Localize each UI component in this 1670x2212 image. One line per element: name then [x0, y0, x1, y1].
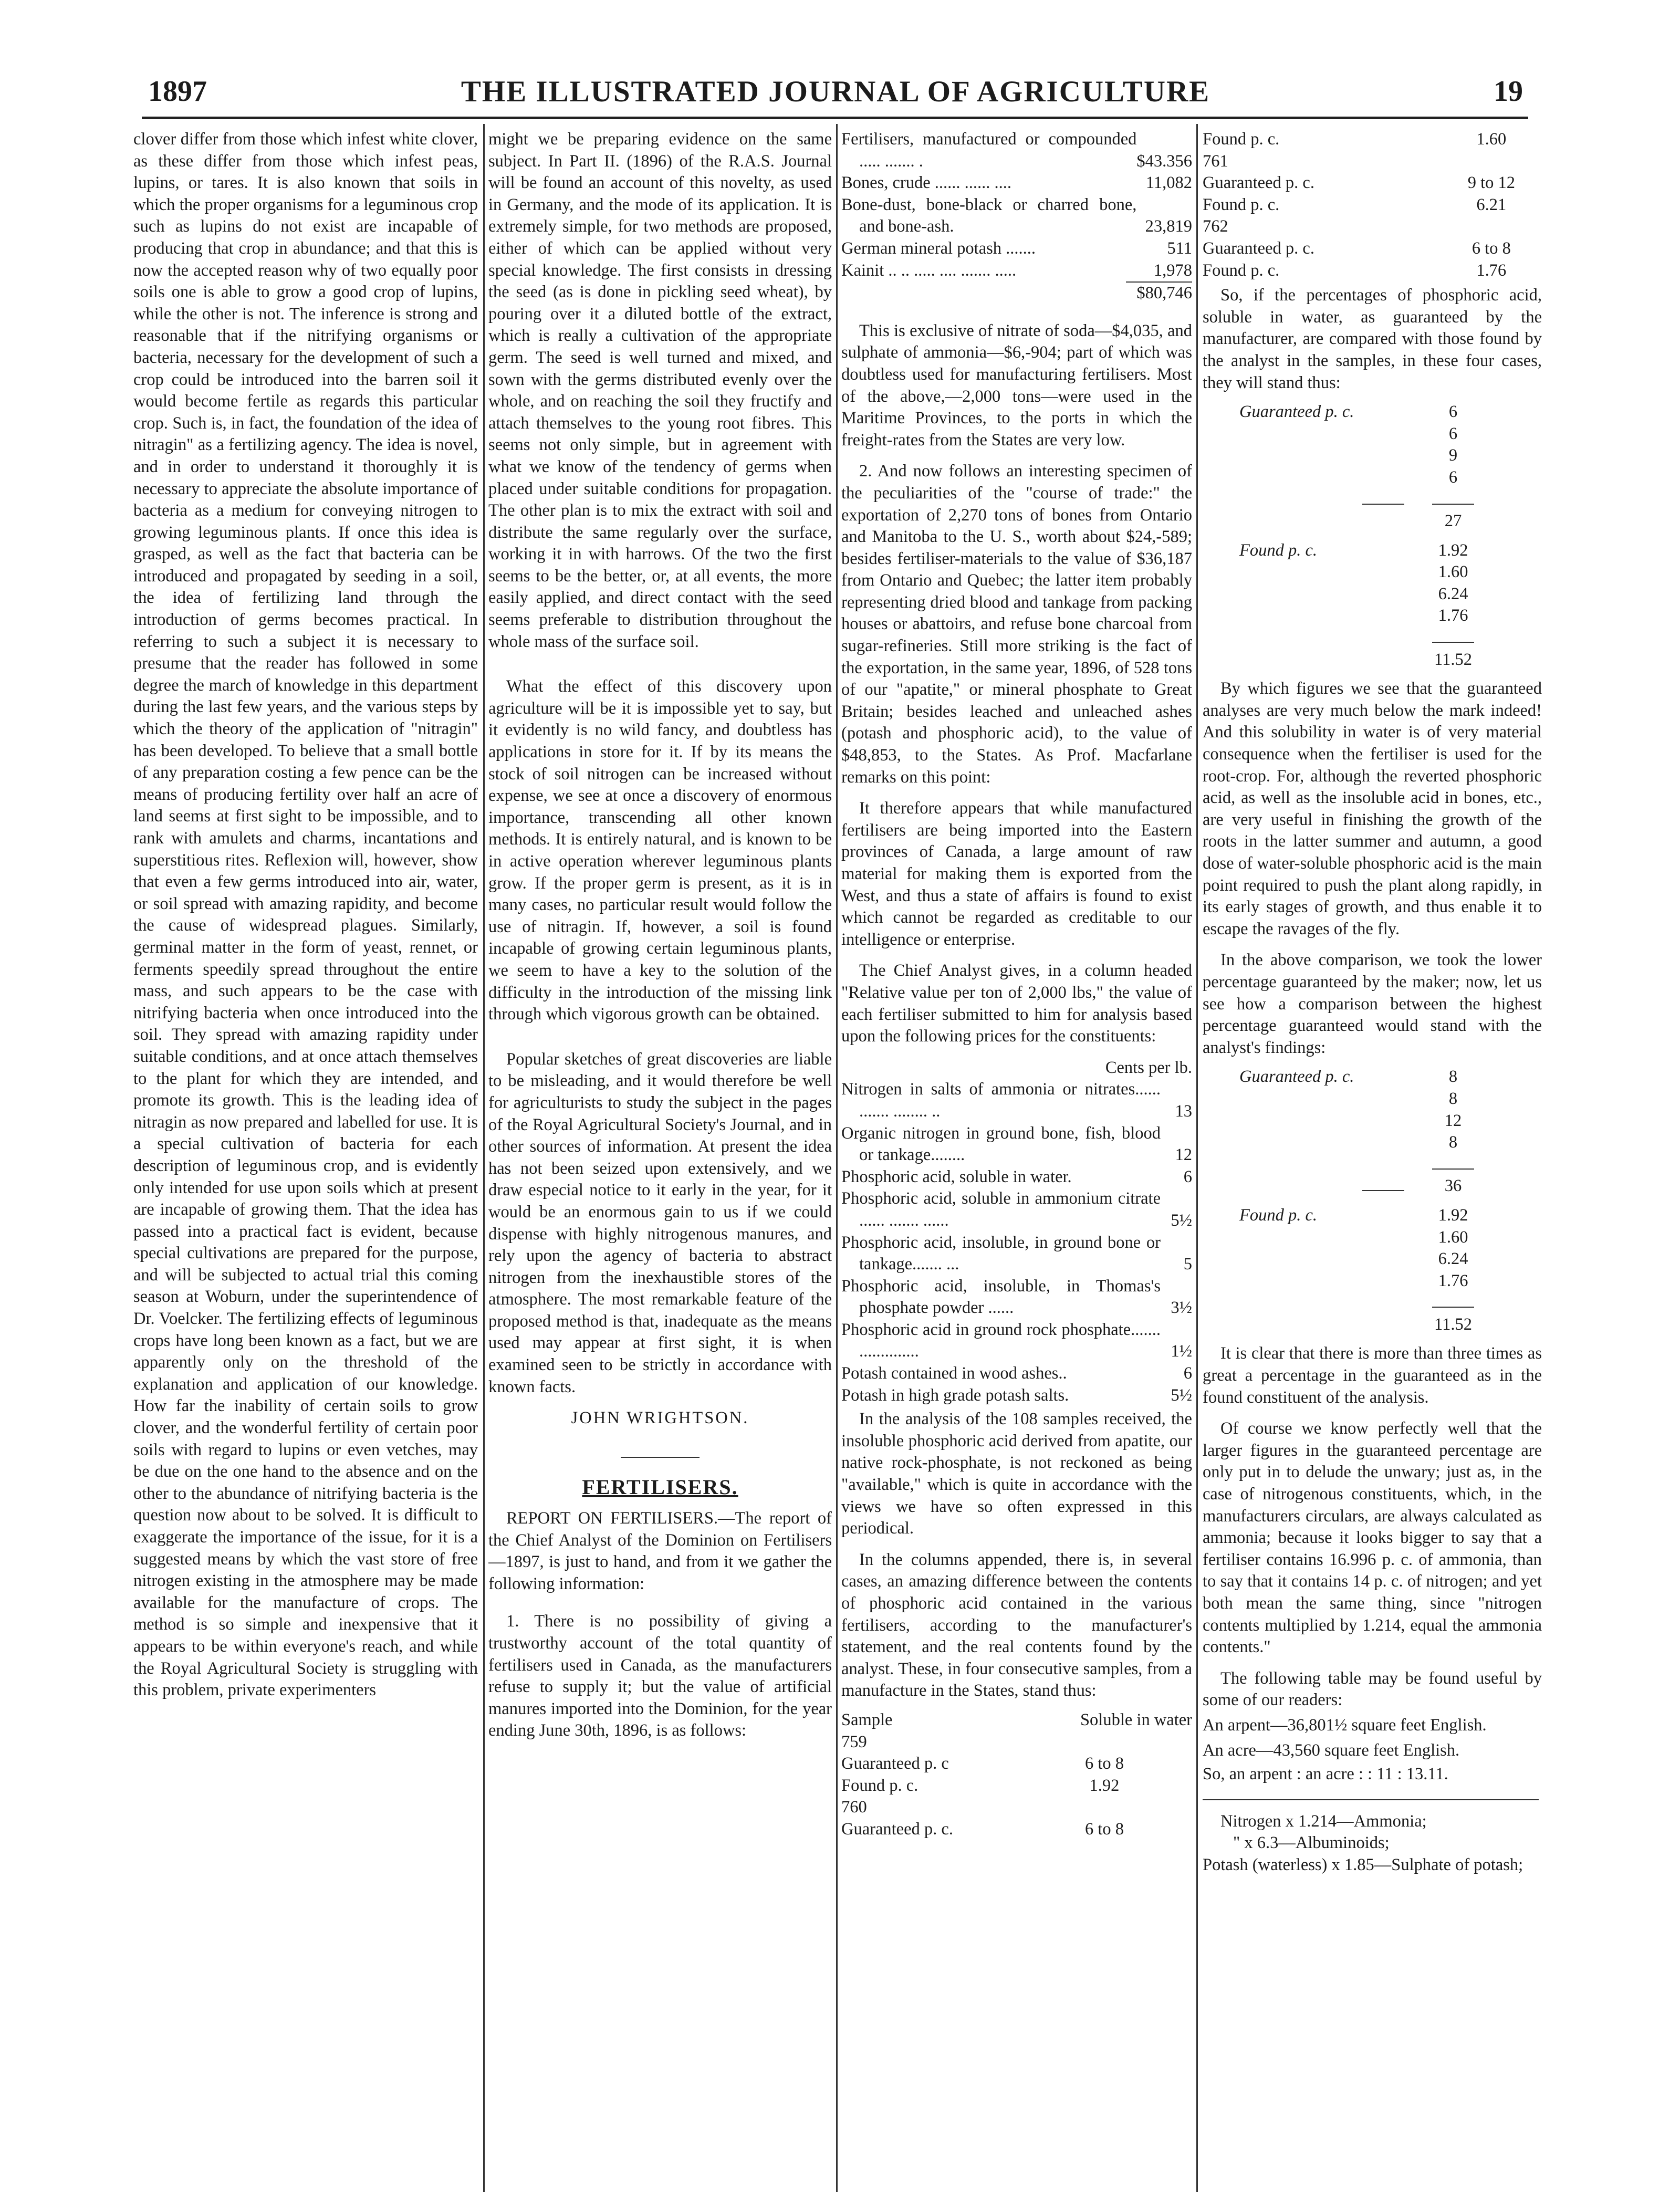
column-2 [488, 129, 832, 2187]
table-cell: $43.356 [1136, 151, 1192, 171]
article-paragraph: In the above comparison, we took the lower percentage guaranteed by the maker; now, let us see how a comparison between the highest percentage guaranteed would stand with the analyst's findings: [1203, 951, 1542, 1057]
total-value: $80,746 [1126, 281, 1192, 305]
table-row [841, 260, 1192, 282]
table-row [841, 1797, 1192, 1819]
article-paragraph: It therefore appears that while manufactured fertilisers are being imported into the Eastern provinces of Canada, a large amount of raw material for making them is exported from the West, and thus a state of affairs is found to exist which cannot be regarded as creditable to our intelligence or enterprise. [841, 799, 1192, 949]
page-number: 19 [1494, 75, 1523, 108]
table-cell: 1.92 [1089, 1776, 1120, 1795]
table-row [1203, 216, 1542, 238]
table-cell [1441, 151, 1542, 173]
table-row [1239, 533, 1486, 562]
column-rule [1196, 124, 1198, 2192]
table-cell [1017, 1731, 1192, 1754]
table-total: 11.52 [1434, 650, 1472, 669]
table-cell: German mineral potash ....... [841, 238, 1036, 258]
table-cell: Guaranteed p. c. [1203, 238, 1314, 258]
table-cell: 6 [1183, 1364, 1192, 1383]
article-paragraph: The Chief Analyst gives, in a column headed "Relative value per ton of 2,000 lbs," the value of each fertiliser submitted to him for analysis based upon the following prices for the constituents: [841, 961, 1192, 1046]
table-cell: 759 [841, 1732, 867, 1751]
table-row [841, 238, 1192, 260]
article-paragraph: Popular sketches of great discoveries are liable to be misleading, and it would therefore be well for agriculturists to study the subject in the pages of the Royal Agricultural Society's Journal, and in other sources of information. At present the idea has not been seized upon extensively, and we draw especial notice to it early in the year, for it would be an enormous gain to us if we could dispense with highly nitrogenous manures, and rely upon the agency of bacteria to abstract nitrogen from the inexhaustible stores of the atmosphere. The most remarkable feature of the proposed method is that, inadequate as the means used may appear at first sight, it is when examined seen to be strictly in accordance with known facts. [488, 1049, 832, 1396]
table-label: Guaranteed p. c. [1239, 1067, 1354, 1087]
table-cell: Organic nitrogen in ground bone, fish, blood or tankage........ [841, 1123, 1161, 1165]
table-cell: 12 [1444, 1111, 1462, 1130]
table-cell [1017, 1797, 1192, 1819]
table-cell: 1.76 [1438, 606, 1468, 625]
article-paragraph: 2. And now follows an interesting specimen of the peculiarities of the "course of trade:" the exportation of 2,270 tons of bones from Ontario and Manitoba to the U. S., worth about $24,-589; besides fertiliser-materials to the value of $36,187 from Ontario and Quebec; the latter item probably representing dried blood and tankage from packing houses or abattoirs, and refuse bone charcoal from sugar-refineries. Still more striking is the fact of the exportation, in the same year, 1896, of 528 tons of our "apatite," or mineral phosphate to Great Britain; besides leached and unleached ashes (potash and phosphoric acid), to the value of $48,853, to the States. As Prof. Macfarlane remarks on this point: [841, 462, 1192, 787]
divider [1203, 1799, 1539, 1800]
table-cell: 760 [841, 1798, 867, 1817]
table-cell: Phosphoric acid, soluble in water. [841, 1167, 1072, 1186]
table-total: 11.52 [1434, 1314, 1472, 1334]
table-cell: 1.60 [1438, 562, 1468, 582]
table-row [1239, 467, 1486, 489]
table-row [841, 1319, 1192, 1363]
table-cell: 1.92 [1438, 540, 1468, 560]
table-row [841, 1385, 1192, 1407]
table-cell: Bone-dust, bone-black or charred bone, and bone-ash. [841, 195, 1137, 236]
table-label: Found p. c. [1239, 540, 1318, 560]
table-cell: Found p. c. [1203, 130, 1280, 149]
table-cell: Bones, crude ...... ...... .... [841, 173, 1012, 193]
table-row [1203, 151, 1542, 173]
comparison-table-higher [1239, 1066, 1486, 1335]
table-cell: 6 to 8 [1471, 238, 1511, 258]
table-row [1239, 1314, 1486, 1336]
table-total: 27 [1444, 512, 1462, 531]
table-cell: 1.76 [1476, 260, 1507, 280]
article-paragraph: clover differ from those which infest white clover, as these differ from those which infest peas, lupins, or tares. It is also known that soils in which the proper organisms for a leguminous crop such as lupins do not exist are incapable of producing that crop in abundance; and that this is now the accepted reason why of two equally poor soils one is able to grow a good crop of lupins, while the other is not. The inference is strong and reasonable that if the nitrifying organisms or bacteria, necessary for the development of such a crop could be introduced into the barren soil it would become fertile as regards this particular crop. Such is, in fact, the foundation of the idea of nitragin" as a fertilizing agency. The idea is novel, and in order to understand it thoroughly it is necessary to appreciate the absolute importance of bacteria as a medium for conveying nitrogen to growing leguminous plants. If once this idea is grasped, as well as the fact that bacteria can be introduced and propagated by seeding in a soil, the idea of fertilizing land through the introduction of germs becomes practical. In referring to such a subject it is necessary to presume that the reader has followed in some degree the march of knowledge in this department during the last few years, and the various steps by which the theory of the application of "nitragin" has been developed. To believe that a small bottle of any preparation costing a few pence can be the means of producing fertility over half an acre of land seems at first sight to be impossible, and to rank with amulets and charms, incantations and superstitious rites. Reflexion will, however, show that even a few germs introduced into air, water, or soil spread with amazing rapidity, and become the cause of widespread plagues. Similarly, germinal matter in the form of yeast, rennet, or ferments speedily spread throughout the entire mass, and such appears to be the case with nitrifying bacteria when once introduced into the soil. They spread with amazing rapidity under suitable conditions, and at once attach themselves to the plant for which they are intended, and promote its growth. This is the leading idea of nitragin as now prepared and labelled for use. It is a special cultivation of bacteria for each description of leguminous crop, and is evidently only intended for use upon soils which at present are incapable of growing them. That the idea has passed into a practical fact is evident, because special cultivations are prepared for the purpose, and will be subjected to actual trial this coming season at Woburn, under the superintendence of Dr. Voelcker. The fertilizing effects of leguminous crops have long been known as a fact, but we are apparently only on the threshold of the explanation and application of our knowledge. How far the inability of certain soils to grow clover, and the wonderful fertility of certain poor soils with regard to lupins or even vetches, may be due on the one hand to the absence and on the other to the abundance of nitrifying bacteria is the question now about to be solved. It is difficult to exaggerate the importance of the issue, for it is a suggested means by which the vast store of free nitrogen existing in the atmosphere may be made available for the manufacture of crops. The method is so simple and inexpensive that it appears to be within everyone's reach, and while the Royal Agricultural Society is struggling with this problem, private experimenters [133, 130, 478, 1700]
table-row [841, 1188, 1192, 1232]
column-4 [1203, 129, 1542, 2187]
table-row [1239, 1197, 1486, 1227]
table-cell: Phosphoric acid, insoluble, in Thomas's phosphate powder ...... [841, 1276, 1161, 1318]
table-total: 36 [1444, 1176, 1462, 1196]
table-cell: 6 [1448, 424, 1458, 443]
table-row [841, 1775, 1192, 1797]
table-cell: 6.24 [1438, 1249, 1468, 1269]
table-row [1239, 1227, 1486, 1249]
samples-table [841, 1709, 1192, 1841]
table-row [1239, 1154, 1486, 1176]
article-paragraph: In the analysis of the 108 samples received, the insoluble phosphoric acid derived from apatite, our native rock-phosphate, is not reckoned as being "available," which is quite in accordance with the views we have so often expressed in this periodical. [841, 1410, 1192, 1538]
table-row [1239, 605, 1486, 627]
table-cell: Phosphoric acid, soluble in ammonium citrate ...... ....... ...... [841, 1189, 1161, 1230]
article-paragraph: REPORT ON FERTILISERS.—The report of the Chief Analyst of the Dominion on Fertilisers—1897, is just to hand, and from it we gather the following information: [488, 1509, 832, 1593]
table-row [1239, 1088, 1486, 1110]
table-row [841, 1363, 1192, 1385]
column-rule [483, 124, 485, 2192]
table-row [1203, 260, 1542, 282]
table-cell: Fertilisers, manufactured or compounded ..... ....... . [841, 130, 1137, 171]
table-cell: Found p. c. [1203, 260, 1280, 280]
table-cell: Guaranteed p. c. [1203, 173, 1314, 193]
table-row [1239, 561, 1486, 583]
conversion-line: " x 6.3—Albuminoids; [1233, 1833, 1390, 1853]
table-cell: 9 to 12 [1467, 173, 1515, 193]
table-cell: 1,978 [1153, 260, 1192, 280]
table-row [841, 1079, 1192, 1122]
article-paragraph: The following table may be found useful by some of our readers: [1203, 1668, 1542, 1710]
table-row [1203, 129, 1542, 151]
table-row [1203, 172, 1542, 194]
table-row [1239, 1248, 1486, 1270]
article-paragraph: Of course we know perfectly well that the larger figures in the guaranteed percentage are only put in to delude the unwary; just as, in the case of nitrogenous constituents, which, in the manufacturers circulars, are always calculated as ammonia; because it looks bigger to say that a fertiliser contains 16.996 p. c. of ammonia, than to say that it contains 14 p. c. of nitrogen; and yet both mean the same thing, since "nitrogen contents multiplied by 1.214, equal the ammonia contents." [1203, 1419, 1542, 1657]
table-header: Soluble in water [1080, 1710, 1192, 1729]
table-cell: 11,082 [1145, 173, 1192, 193]
table-cell: 1.76 [1438, 1271, 1468, 1290]
table-cell: 6 to 8 [1084, 1754, 1124, 1773]
article-paragraph: It is clear that there is more than three times as great a percentage in the guaranteed as in the found constituent of the analysis. [1203, 1344, 1542, 1407]
page-header [148, 75, 1523, 111]
table-row [1239, 1175, 1486, 1197]
table-cell: 762 [1203, 217, 1228, 236]
section-ornament [488, 1442, 832, 1464]
table-cell: 511 [1167, 238, 1192, 258]
table-row [841, 1123, 1192, 1166]
table-cell: 12 [1175, 1145, 1192, 1165]
table-cell: 6 to 8 [1084, 1819, 1124, 1839]
table-cell: 23,819 [1145, 217, 1192, 236]
table-label: Found p. c. [1239, 1205, 1318, 1225]
table-row [1239, 510, 1486, 533]
conversion-line: Potash (waterless) x 1.85—Sulphate of potash; [1203, 1855, 1523, 1874]
table-row [1239, 583, 1486, 606]
table-cell: 3½ [1171, 1298, 1192, 1318]
conversion-line: An acre—43,560 square feet English. [1203, 1740, 1460, 1760]
article-paragraph: This is exclusive of nitrate of soda—$4,035, and sulphate of ammonia—$6,-904; part of which was doubtless used for manufacturing fertilisers. Most of the above,—2,000 tons—were used in the Maritime Provinces, to the ports in which the freight-rates from the States are very low. [841, 321, 1192, 450]
table-cell: Nitrogen in salts of ammonia or nitrates...... ....... ........ .. [841, 1080, 1161, 1121]
article-paragraph: So, if the percentages of phosphoric acid, soluble in water, as guaranteed by the manufacturer, are compared with those found by the analyst in the samples, in these four cases, they will stand thus: [1203, 286, 1542, 392]
table-cell: 13 [1175, 1101, 1192, 1121]
table-cell: 9 [1448, 446, 1458, 465]
table-row [841, 1276, 1192, 1319]
table-cell: 5 [1183, 1255, 1192, 1274]
table-cell: 8 [1448, 1089, 1458, 1108]
samples-table-continued [1203, 129, 1542, 281]
table-cell: Found p. c. [841, 1776, 918, 1795]
table-row [841, 1709, 1192, 1731]
table-row [841, 129, 1192, 172]
table-row [1203, 194, 1542, 216]
table-cell: 6 [1448, 467, 1458, 487]
table-row [841, 1166, 1192, 1188]
prices-table [841, 1079, 1192, 1406]
article-paragraph: What the effect of this discovery upon agriculture will be it is impossible yet to say, but it evidently is no wild fancy, and doubtless has applications in store for it. If by its means the stock of soil nitrogen can be increased without expense, we see at once a discovery of enormous importance, transcending all other known methods. It is entirely natural, and is known to be in active operation wherever leguminous plants grow. If the proper germ is present, as it is in many cases, no particular result would follow the use of nitragin. If, however, a soil is found incapable of growing certain leguminous plants, we seem to have a key to the solution of the difficulty in the introduction of the missing link through which vigorous growth can be obtained. [488, 677, 832, 1024]
table-cell: Kainit .. .. ..... .... ....... ..... [841, 260, 1017, 280]
table-row [841, 172, 1192, 194]
comparison-table-lower [1239, 401, 1486, 671]
table-row [841, 1753, 1192, 1775]
prices-header: Cents per lb. [1105, 1058, 1192, 1077]
table-cell: Found p. c. [1203, 195, 1280, 214]
table-row [841, 1819, 1192, 1841]
table-cell: 8 [1448, 1133, 1458, 1152]
table-cell: Potash contained in wood ashes.. [841, 1364, 1067, 1383]
section-heading: FERTILISERS. [582, 1475, 738, 1499]
column-1 [133, 129, 478, 2187]
conversion-line: So, an arpent : an acre : : 11 : 13.11. [1203, 1765, 1448, 1784]
table-row [1239, 1110, 1486, 1132]
table-row [1203, 238, 1542, 260]
article-paragraph: might we be preparing evidence on the same subject. In Part II. (1896) of the R.A.S. Journal will be found an account of this novelty, as used in Germany, and the mode of its application. It is extremely simple, for two methods are proposed, either of which can be applied without very special knowledge. The first consists in dressing the seed (as is done in pickling seed wheat), by pouring over it a diluted bottle of the extract, which is really a cultivation of the appropriate germ. The seed is well turned and mixed, and sown with the germs distributed evenly over the whole, and on reaching the soil they fructify and attach themselves to the young root fibres. This seems not only simple, but in agreement with what we know of the tendency of germs when placed under suitable conditions for propagation. The other plan is to mix the extract with soil and distribute the same regularly over the surface, working it in with harrows. Of the two the first seems to be the better, or, at all events, the more easily applied, and direct contact with the seed seems preferable to distribution throughout the whole mass of the surface soil. [488, 130, 832, 651]
table-row [841, 1232, 1192, 1276]
conversion-line: An arpent—36,801½ square feet English. [1203, 1715, 1487, 1735]
header-rule [142, 117, 1528, 119]
table-row [1239, 1270, 1486, 1292]
table-row [1239, 423, 1486, 445]
article-paragraph: 1. There is no possibility of giving a trustworthy account of the total quantity of fertilisers used in Canada, as the manufacturers refuse to supply it; but the value of artificial manures imported into the Dominion, for the year ending June 30th, 1896, is as follows: [488, 1612, 832, 1740]
journal-title: THE ILLUSTRATED JOURNAL OF AGRICULTURE [461, 75, 1210, 108]
table-cell: Phosphoric acid, insoluble, in ground bone or tankage....... ... [841, 1233, 1161, 1274]
table-cell: 6.24 [1438, 584, 1468, 603]
author-signature: JOHN WRIGHTSON. [571, 1408, 749, 1428]
table-cell: 1.60 [1438, 1227, 1468, 1247]
table-row [841, 194, 1192, 238]
table-cell: 5½ [1171, 1385, 1192, 1405]
table-header: Sample [841, 1710, 893, 1729]
table-cell: 6.21 [1476, 195, 1507, 214]
article-paragraph: By which figures we see that the guaranteed analyses are very much below the mark indeed! And this solubility in water is of very material consequence when the fertiliser is used for the root-crop. For, although the reverted phosphoric acid, as well as the insoluble acid in bones, etc., are very useful in finishing the growth of the roots in the latter summer and autumn, a good dose of water-soluble phosphoric acid is the main point required to push the plant along rapidly, in its early stages of growth, and thus enable it to escape the ravages of the fly. [1203, 679, 1542, 938]
table-cell: 1½ [1171, 1342, 1192, 1361]
table-cell: Guaranteed p. c [841, 1754, 949, 1773]
table-cell: 1.92 [1438, 1205, 1468, 1225]
table-cell: Guaranteed p. c. [841, 1819, 953, 1839]
table-row [1239, 445, 1486, 467]
header-year: 1897 [148, 75, 207, 108]
imports-table [841, 129, 1192, 281]
article-paragraph: In the columns appended, there is, in several cases, an amazing difference between the contents of phosphoric acid contained in the various fertilisers, according to the manufacturer's statement, and the real contents found by the analyst. These, in four consecutive samples, from a manufacture in the States, stand thus: [841, 1550, 1192, 1700]
column-rule [836, 124, 838, 2192]
column-3 [841, 129, 1192, 2187]
table-row [1239, 1066, 1486, 1088]
table-row [841, 1731, 1192, 1754]
table-row [1239, 1292, 1486, 1314]
table-row [1239, 1132, 1486, 1154]
table-cell: 5½ [1171, 1211, 1192, 1230]
table-cell: 8 [1448, 1067, 1458, 1087]
table-row [1239, 489, 1486, 511]
table-label: Guaranteed p. c. [1239, 402, 1354, 422]
table-cell: Phosphoric acid in ground rock phosphate....... .............. [841, 1320, 1161, 1361]
table-cell [1441, 216, 1542, 238]
conversion-line: Nitrogen x 1.214—Ammonia; [1220, 1811, 1427, 1831]
table-row [1239, 627, 1486, 649]
table-cell: 761 [1203, 151, 1228, 171]
table-cell: 6 [1183, 1167, 1192, 1186]
table-row [1239, 401, 1486, 423]
table-cell: 1.60 [1476, 130, 1507, 149]
table-cell: 6 [1448, 402, 1458, 422]
table-row [1239, 649, 1486, 671]
table-cell: Potash in high grade potash salts. [841, 1385, 1069, 1405]
imports-total [841, 281, 1192, 305]
